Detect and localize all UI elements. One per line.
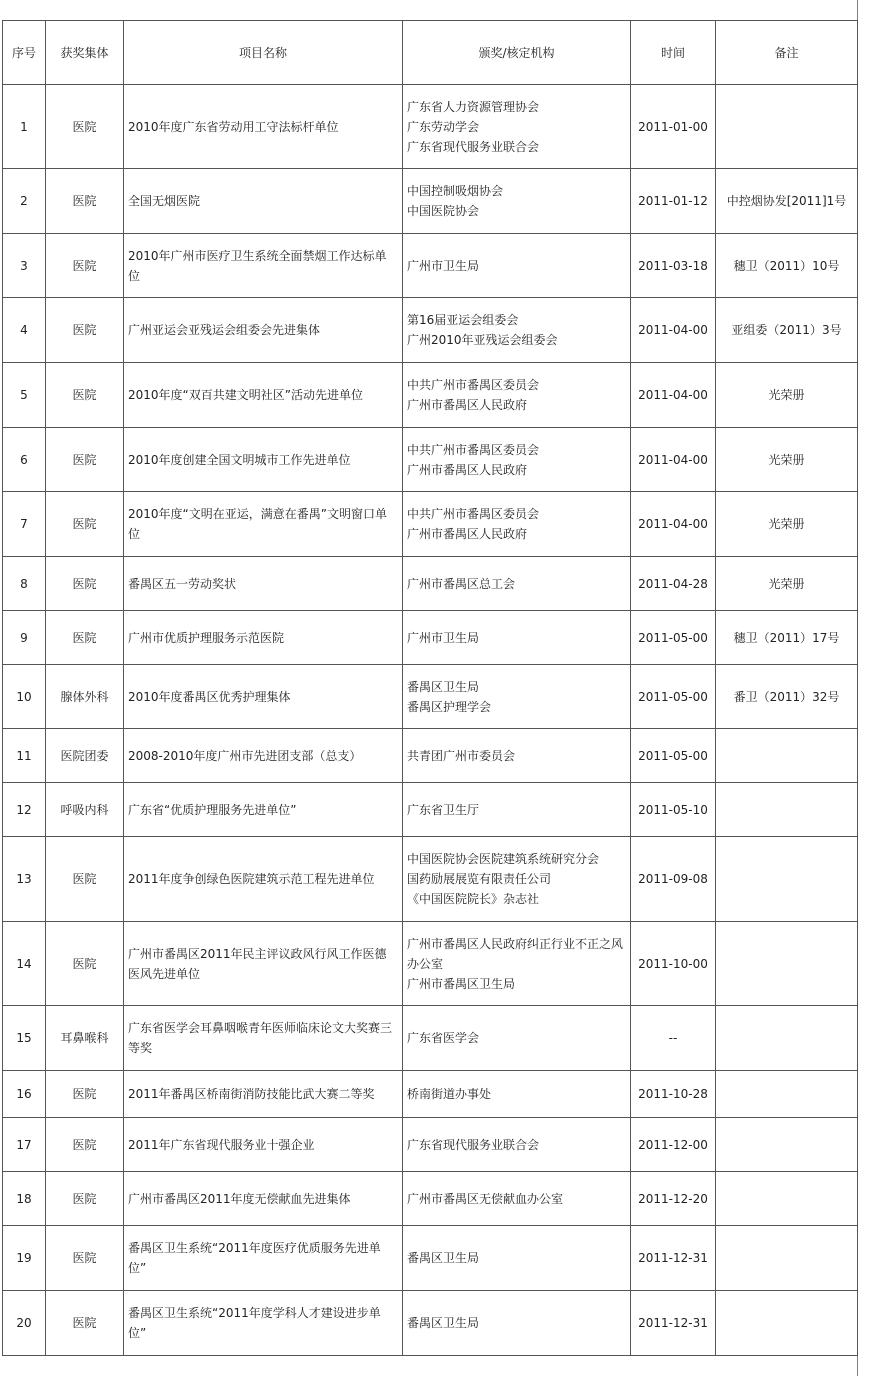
cell-remark: 光荣册 (716, 428, 858, 492)
header-row (3, 21, 858, 85)
cell-remark (716, 837, 858, 922)
org-line: 广州市番禺区人民政府纠正行业不正之风办公室 (407, 936, 624, 971)
table-row (3, 1006, 858, 1071)
org-line: 桥南街道办事处 (407, 1087, 492, 1101)
header-remark: 备注 (716, 21, 858, 85)
org-line: 广东省现代服务业联合会 (407, 1137, 540, 1152)
org-line: 番禺区护理学会 (407, 699, 492, 714)
org-line: 广州市番禺区卫生局 (407, 976, 516, 991)
cell-org (403, 611, 631, 665)
cell-project: 全国无烟医院 (124, 169, 403, 234)
cell-remark (716, 922, 858, 1006)
cell-no: 5 (3, 363, 46, 428)
cell-group: 医院 (46, 1291, 124, 1356)
cell-org (403, 837, 631, 922)
cell-remark: 光荣册 (716, 557, 858, 611)
cell-date: 2011-05-00 (631, 665, 716, 729)
cell-org (403, 492, 631, 557)
cell-no: 1 (3, 85, 46, 169)
cell-group: 医院 (46, 922, 124, 1006)
cell-no: 6 (3, 428, 46, 492)
org-line: 共青团广州市委员会 (407, 748, 516, 763)
cell-group: 医院 (46, 1118, 124, 1172)
cell-project: 2010年度创建全国文明城市工作先进单位 (124, 428, 403, 492)
cell-no: 9 (3, 611, 46, 665)
cell-no: 14 (3, 922, 46, 1006)
org-line: 广东劳动学会 (407, 119, 480, 134)
header-project: 项目名称 (124, 21, 403, 85)
cell-group: 耳鼻喉科 (46, 1006, 124, 1071)
cell-no: 11 (3, 729, 46, 783)
cell-group: 医院 (46, 1172, 124, 1226)
cell-group: 医院 (46, 492, 124, 557)
cell-org (403, 1226, 631, 1291)
org-line: 广州市番禺区无偿献血办公室 (407, 1191, 564, 1206)
org-line: 中共广州市番禺区委员会 (407, 442, 540, 457)
cell-no: 18 (3, 1172, 46, 1226)
cell-no: 8 (3, 557, 46, 611)
org-line: 广东省现代服务业联合会 (407, 139, 540, 154)
org-line: 广州市卫生局 (407, 258, 480, 273)
cell-org (403, 234, 631, 298)
cell-project: 番禺区五一劳动奖状 (124, 557, 403, 611)
cell-no: 20 (3, 1291, 46, 1356)
cell-group: 医院 (46, 298, 124, 363)
cell-no: 19 (3, 1226, 46, 1291)
cell-org (403, 298, 631, 363)
cell-group: 医院 (46, 169, 124, 234)
cell-no: 13 (3, 837, 46, 922)
cell-org (403, 1172, 631, 1226)
cell-org (403, 1071, 631, 1118)
org-line: 广东省医学会 (407, 1031, 480, 1045)
cell-no: 10 (3, 665, 46, 729)
cell-group: 医院团委 (46, 729, 124, 783)
table-row (3, 1172, 858, 1226)
cell-project: 广东省医学会耳鼻咽喉青年医师临床论文大奖赛三等奖 (124, 1006, 403, 1071)
org-line: 中国医院协会医院建筑系统研究分会 (407, 852, 600, 866)
cell-no: 3 (3, 234, 46, 298)
table-row (3, 1071, 858, 1118)
cell-no: 7 (3, 492, 46, 557)
cell-date: 2011-05-10 (631, 783, 716, 837)
table-row (3, 837, 858, 922)
org-line: 番禺区卫生局 (407, 1251, 480, 1265)
org-line: 广东省卫生厅 (407, 802, 480, 817)
cell-no: 15 (3, 1006, 46, 1071)
org-line: 中国控制吸烟协会 (407, 184, 504, 198)
org-line: 广州2010年亚残运会组委会 (407, 333, 558, 347)
cell-org (403, 665, 631, 729)
cell-org (403, 85, 631, 169)
cell-no: 12 (3, 783, 46, 837)
cell-group: 医院 (46, 85, 124, 169)
cell-project: 番禺区卫生系统“2011年度医疗优质服务先进单位” (124, 1226, 403, 1291)
cell-date: 2011-10-28 (631, 1071, 716, 1118)
table-row (3, 665, 858, 729)
cell-remark (716, 1006, 858, 1071)
cell-date: 2011-03-18 (631, 234, 716, 298)
cell-remark (716, 1291, 858, 1356)
cell-date: 2011-01-12 (631, 169, 716, 234)
cell-project: 广州亚运会亚残运会组委会先进集体 (124, 298, 403, 363)
table-row (3, 169, 858, 234)
org-line: 广州市番禺区人民政府 (407, 398, 528, 412)
cell-no: 16 (3, 1071, 46, 1118)
cell-no: 4 (3, 298, 46, 363)
cell-org (403, 428, 631, 492)
table-row (3, 729, 858, 783)
org-line: 广州市卫生局 (407, 630, 480, 645)
cell-project: 2010年广州市医疗卫生系统全面禁烟工作达标单位 (124, 234, 403, 298)
table-row (3, 492, 858, 557)
cell-org (403, 729, 631, 783)
table-row (3, 1118, 858, 1172)
cell-project: 番禺区卫生系统“2011年度学科人才建设进步单位” (124, 1291, 403, 1356)
cell-project: 2010年度“文明在亚运，满意在番禺”文明窗口单位 (124, 492, 403, 557)
cell-group: 医院 (46, 611, 124, 665)
org-line: 广州市番禺区总工会 (407, 576, 516, 591)
header-org: 颁奖/核定机构 (403, 21, 631, 85)
table-row (3, 85, 858, 169)
cell-group: 腺体外科 (46, 665, 124, 729)
org-line: 番禺区卫生局 (407, 1316, 480, 1330)
org-line: 第16届亚运会组委会 (407, 313, 519, 327)
cell-date: 2011-10-00 (631, 922, 716, 1006)
cell-project: 广东省“优质护理服务先进单位” (124, 783, 403, 837)
cell-project: 2011年广东省现代服务业十强企业 (124, 1118, 403, 1172)
cell-date: 2011-12-31 (631, 1291, 716, 1356)
header-no: 序号 (3, 21, 46, 85)
cell-remark: 中控烟协发[2011]1号 (716, 169, 858, 234)
cell-remark (716, 729, 858, 783)
org-line: 《中国医院院长》杂志社 (407, 892, 540, 906)
cell-remark (716, 1226, 858, 1291)
cell-remark: 番卫（2011）32号 (716, 665, 858, 729)
cell-project: 广州市优质护理服务示范医院 (124, 611, 403, 665)
cell-group: 医院 (46, 837, 124, 922)
cell-date: 2011-12-20 (631, 1172, 716, 1226)
cell-project: 2008-2010年度广州市先进团支部（总支） (124, 729, 403, 783)
cell-date: 2011-09-08 (631, 837, 716, 922)
cell-remark: 穗卫（2011）10号 (716, 234, 858, 298)
header-group: 获奖集体 (46, 21, 124, 85)
cell-remark (716, 1118, 858, 1172)
table-row (3, 611, 858, 665)
cell-remark: 光荣册 (716, 492, 858, 557)
cell-date: 2011-04-00 (631, 428, 716, 492)
cell-project: 广州市番禺区2011年度无偿献血先进集体 (124, 1172, 403, 1226)
cell-group: 医院 (46, 1226, 124, 1291)
org-line: 中共广州市番禺区委员会 (407, 507, 540, 521)
cell-group: 医院 (46, 1071, 124, 1118)
org-line: 广东省人力资源管理协会 (407, 99, 540, 114)
table-row (3, 922, 858, 1006)
cell-remark (716, 1172, 858, 1226)
cell-remark: 穗卫（2011）17号 (716, 611, 858, 665)
table-row (3, 1291, 858, 1356)
cell-project: 2010年度番禺区优秀护理集体 (124, 665, 403, 729)
org-line: 中共广州市番禺区委员会 (407, 378, 540, 392)
table-row (3, 783, 858, 837)
cell-group: 医院 (46, 363, 124, 428)
cell-no: 17 (3, 1118, 46, 1172)
cell-project: 2010年度“双百共建文明社区”活动先进单位 (124, 363, 403, 428)
awards-table (2, 20, 858, 1356)
cell-group: 医院 (46, 428, 124, 492)
table-row (3, 298, 858, 363)
cell-date: 2011-05-00 (631, 729, 716, 783)
org-line: 番禺区卫生局 (407, 679, 480, 694)
cell-project: 广州市番禺区2011年民主评议政风行风工作医德医风先进单位 (124, 922, 403, 1006)
cell-project: 2011年度争创绿色医院建筑示范工程先进单位 (124, 837, 403, 922)
cell-org (403, 1291, 631, 1356)
cell-remark (716, 1071, 858, 1118)
cell-group: 医院 (46, 557, 124, 611)
cell-org (403, 1118, 631, 1172)
cell-remark: 光荣册 (716, 363, 858, 428)
cell-org (403, 922, 631, 1006)
cell-date: 2011-04-00 (631, 298, 716, 363)
cell-org (403, 783, 631, 837)
org-line: 广州市番禺区人民政府 (407, 462, 528, 477)
cell-date: 2011-04-28 (631, 557, 716, 611)
cell-group: 呼吸内科 (46, 783, 124, 837)
cell-org (403, 169, 631, 234)
cell-date: -- (631, 1006, 716, 1071)
header-date: 时间 (631, 21, 716, 85)
org-line: 中国医院协会 (407, 204, 480, 218)
cell-date: 2011-04-00 (631, 363, 716, 428)
org-line: 国药励展展览有限责任公司 (407, 872, 552, 886)
table-row (3, 428, 858, 492)
cell-project: 2011年番禺区桥南街消防技能比武大赛二等奖 (124, 1071, 403, 1118)
cell-remark: 亚组委（2011）3号 (716, 298, 858, 363)
cell-date: 2011-12-00 (631, 1118, 716, 1172)
cell-date: 2011-12-31 (631, 1226, 716, 1291)
table-row (3, 557, 858, 611)
cell-date: 2011-01-00 (631, 85, 716, 169)
cell-org (403, 1006, 631, 1071)
cell-remark (716, 783, 858, 837)
cell-org (403, 363, 631, 428)
cell-group: 医院 (46, 234, 124, 298)
table-row (3, 363, 858, 428)
cell-project: 2010年度广东省劳动用工守法标杆单位 (124, 85, 403, 169)
table-row (3, 1226, 858, 1291)
cell-remark (716, 85, 858, 169)
cell-org (403, 557, 631, 611)
cell-no: 2 (3, 169, 46, 234)
table-row (3, 234, 858, 298)
org-line: 广州市番禺区人民政府 (407, 527, 528, 541)
cell-date: 2011-05-00 (631, 611, 716, 665)
cell-date: 2011-04-00 (631, 492, 716, 557)
